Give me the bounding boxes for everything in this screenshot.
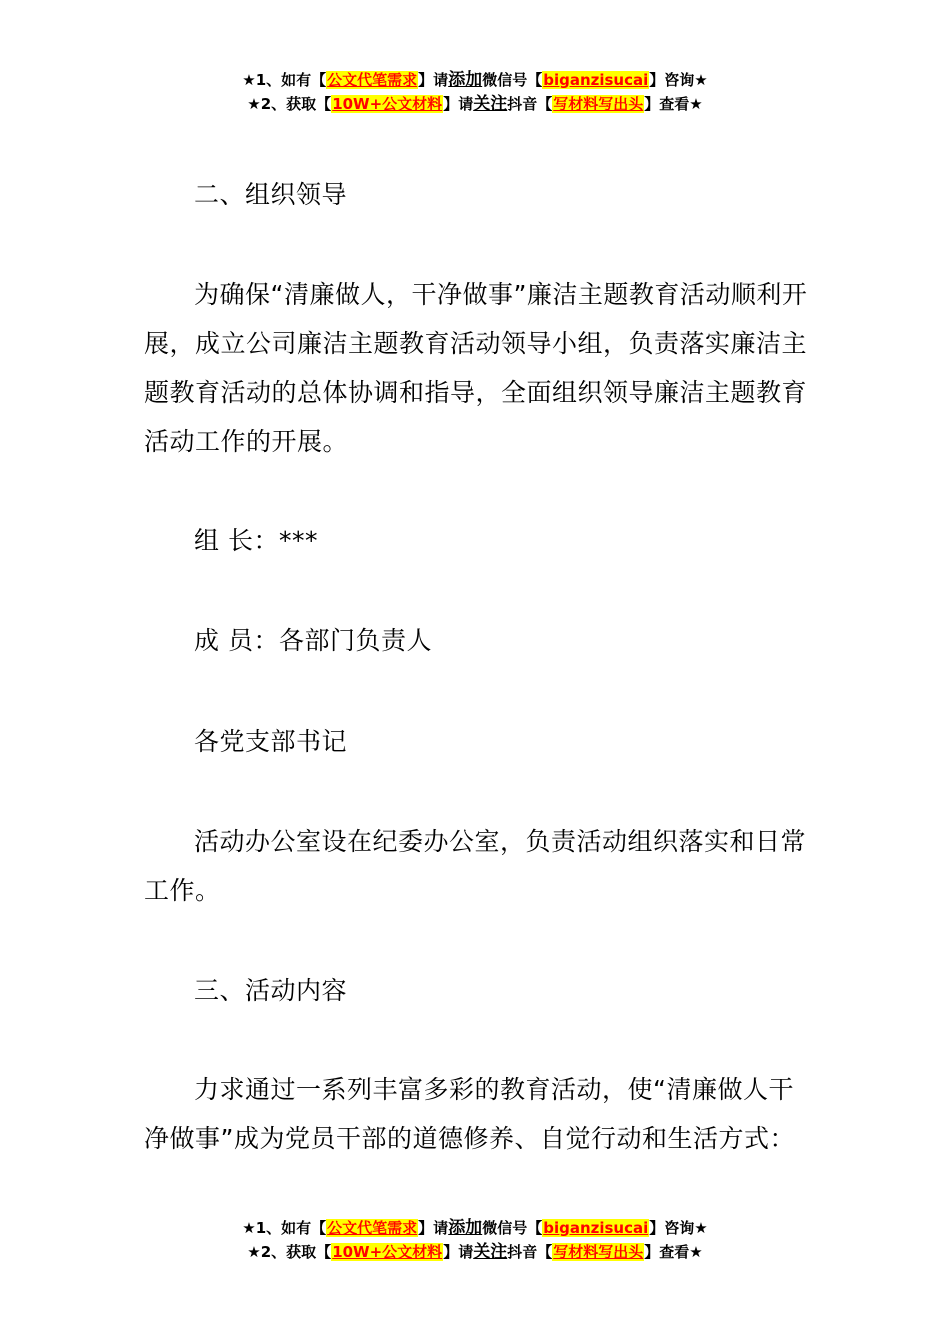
douyin-id-highlight: 写材料写出头 bbox=[553, 95, 644, 113]
emphasis-text: 添加 bbox=[448, 1218, 483, 1238]
paragraph-office: 活动办公室设在纪委办公室，负责活动组织落实和日常工作。 bbox=[144, 827, 807, 905]
branch-secretaries-line: 各党支部书记 bbox=[194, 727, 348, 756]
emphasis-text: 关注 bbox=[473, 94, 508, 114]
banner-line-1: ★1、如有【公文代笔需求】请添加微信号【biganzisucai】咨询★ bbox=[242, 1218, 708, 1238]
header-banner bbox=[0, 68, 950, 116]
materials-highlight: 10W+公文材料 bbox=[332, 95, 443, 113]
banner-line-1: ★1、如有【公文代笔需求】请添加微信号【biganzisucai】咨询★ bbox=[242, 70, 708, 90]
section-heading-organization: 二、组织领导 bbox=[194, 180, 348, 209]
section-heading-activities: 三、活动内容 bbox=[194, 976, 348, 1005]
service-highlight: 公文代笔需求 bbox=[327, 1219, 418, 1237]
wechat-id-highlight: biganzisucai bbox=[543, 71, 649, 89]
group-members-line: 成 员：各部门负责人 bbox=[194, 626, 432, 655]
douyin-id-highlight: 写材料写出头 bbox=[553, 1243, 644, 1261]
paragraph-content: 力求通过一系列丰富多彩的教育活动，使“清廉做人干净做事”成为党员干部的道德修养、自觉行动和生活方式： bbox=[144, 1075, 795, 1153]
group-leader-line: 组 长：*** bbox=[194, 526, 318, 555]
banner-line-2: ★2、获取【10W+公文材料】请关注抖音【写材料写出头】查看★ bbox=[247, 94, 703, 114]
banner-line-2: ★2、获取【10W+公文材料】请关注抖音【写材料写出头】查看★ bbox=[247, 1242, 703, 1262]
footer-banner bbox=[0, 1216, 950, 1264]
paragraph-intro: 为确保“清廉做人，干净做事”廉洁主题教育活动顺利开展，成立公司廉洁主题教育活动领导小组，负责落实廉洁主题教育活动的总体协调和指导，全面组织领导廉洁主题教育活动工作的开展。 bbox=[144, 280, 808, 456]
materials-highlight: 10W+公文材料 bbox=[332, 1243, 443, 1261]
service-highlight: 公文代笔需求 bbox=[327, 71, 418, 89]
emphasis-text: 关注 bbox=[473, 1242, 508, 1262]
wechat-id-highlight: biganzisucai bbox=[543, 1219, 649, 1237]
emphasis-text: 添加 bbox=[448, 70, 483, 90]
